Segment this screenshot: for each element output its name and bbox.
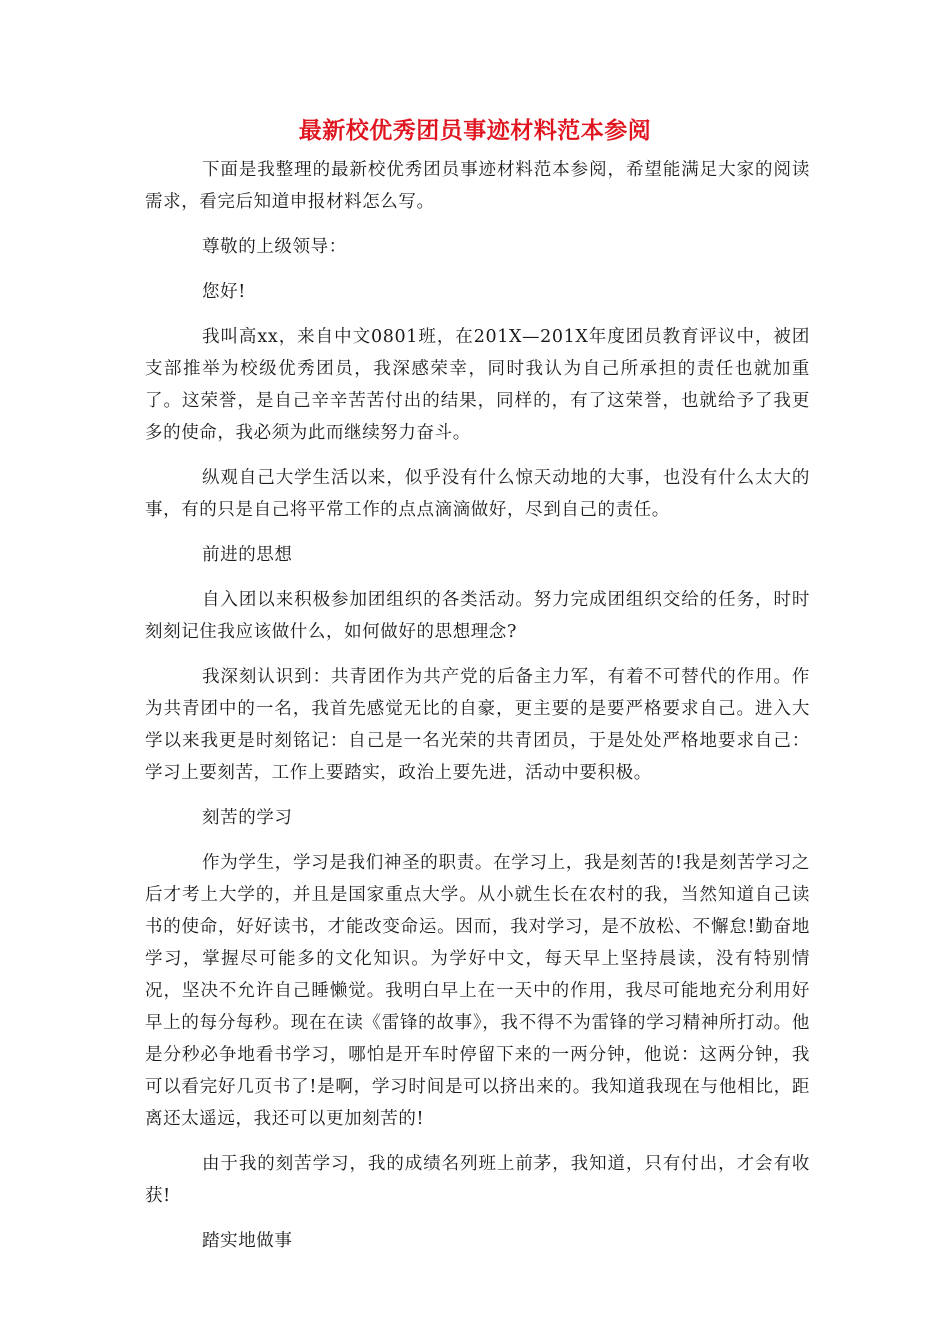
- paragraph-salutation: 尊敬的上级领导：: [202, 237, 347, 257]
- paragraph-self-intro: 我叫高xx，来自中文0801班，在201X—201X年度团员教育评议中，被团支部推举为校级优秀团员，我深感荣幸，同时我认为自己所承担的责任也就加重了。这荣誉，是自己辛辛苦苦付出的结果，同样的，有了这荣誉，也就给予了我更多的使命，我必须为此而继续努力奋斗。: [145, 327, 810, 443]
- paragraph-thought-1: 自入团以来积极参加团组织的各类活动。努力完成团组织交给的任务，时时刻刻记住我应该做什么，如何做好的思想理念?: [145, 590, 810, 642]
- paragraph-intro: 下面是我整理的最新校优秀团员事迹材料范本参阅，希望能满足大家的阅读需求，看完后知道申报材料怎么写。: [145, 160, 810, 212]
- paragraph-overview: 纵观自己大学生活以来，似乎没有什么惊天动地的大事，也没有什么太大的事，有的只是自己将平常工作的点点滴滴做好，尽到自己的责任。: [145, 468, 810, 520]
- document-title: 最新校优秀团员事迹材料范本参阅: [298, 118, 652, 144]
- paragraph-thought-2: 我深刻认识到：共青团作为共产党的后备主力军，有着不可替代的作用。作为共青团中的一名，我首先感觉无比的自豪，更主要的是要严格要求自己。进入大学以来我更是时刻铭记：自己是一名光荣的共青团员，于是处处严格地要求自己：学习上要刻苦，工作上要踏实，政治上要先进，活动中要积极。: [145, 667, 810, 783]
- section-heading-thought: 前进的思想: [202, 545, 293, 565]
- document-body: [145, 154, 810, 1257]
- paragraph-study-2: 由于我的刻苦学习，我的成绩名列班上前茅，我知道，只有付出，才会有收获!: [145, 1154, 810, 1206]
- paragraph-greeting: 您好!: [202, 282, 246, 302]
- section-heading-work: 踏实地做事: [202, 1231, 293, 1251]
- section-heading-study: 刻苦的学习: [202, 808, 293, 828]
- paragraph-study-1: 作为学生，学习是我们神圣的职责。在学习上，我是刻苦的!我是刻苦学习之后才考上大学的，并且是国家重点大学。从小就生长在农村的我，当然知道自己读书的使命，好好读书，才能改变命运。因而，我对学习，是不放松、不懈怠!勤奋地学习，掌握尽可能多的文化知识。为学好中文，每天早上坚持晨读，没有特别情况，坚决不允许自己睡懒觉。我明白早上在一天中的作用，我尽可能地充分利用好早上的每分每秒。现在在读《雷锋的故事》，我不得不为雷锋的学习精神所打动。他是分秒必争地看书学习，哪怕是开车时停留下来的一两分钟，他说：这两分钟，我可以看完好几页书了!是啊，学习时间是可以挤出来的。我知道我现在与他相比，距离还太遥远，我还可以更加刻苦的!: [145, 853, 810, 1129]
